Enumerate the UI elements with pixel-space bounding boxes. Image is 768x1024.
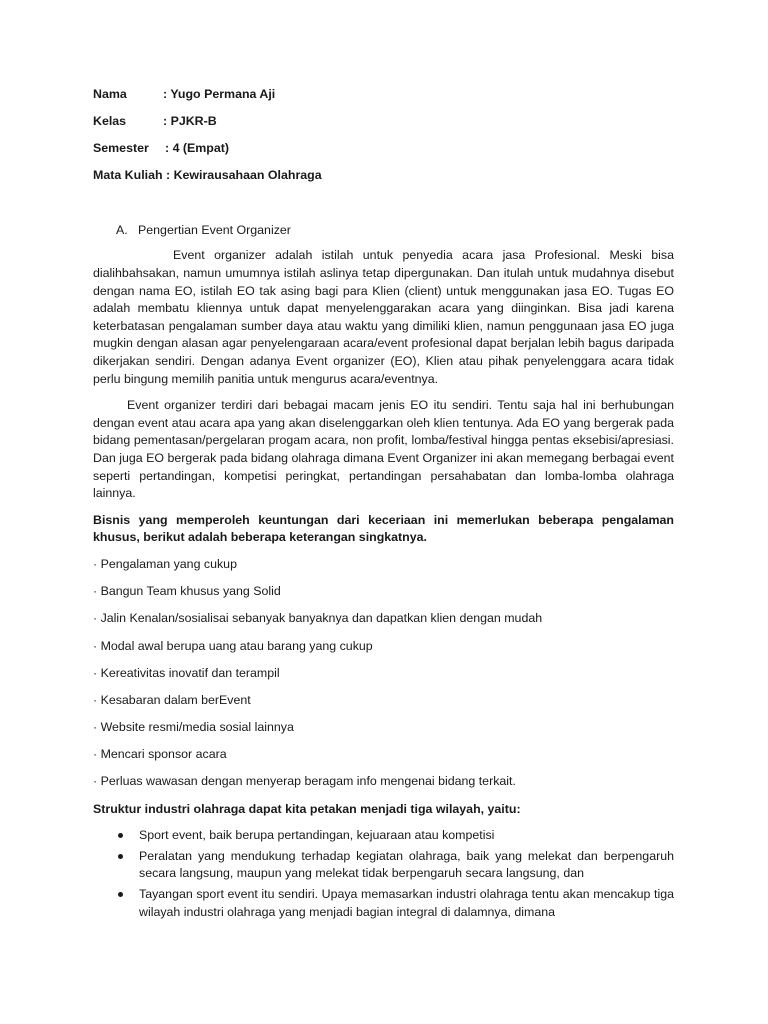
list-item: · Modal awal berupa uang atau barang yang cukup (93, 638, 373, 653)
bullet-text: Peralatan yang mendukung terhadap kegiatan olahraga, baik yang melekat dan berpengaruh secara langsung, maupun yang melekat tidak berpengaruh secara langsung, dan (139, 848, 674, 881)
bullet-icon (118, 854, 123, 859)
nama-label: Nama (93, 87, 127, 101)
bullet-item (93, 827, 674, 845)
list-item: · Website resmi/media sosial lainnya (93, 720, 294, 735)
matkul-line (93, 167, 674, 185)
bullet-item (93, 848, 674, 883)
struktur-heading: Struktur industri olahraga dapat kita petakan menjadi tiga wilayah, yaitu: (93, 801, 521, 816)
list-item: · Kesabaran dalam berEvent (93, 692, 251, 707)
section-number: A. (116, 222, 128, 237)
semester-value: : 4 (Empat) (165, 141, 230, 156)
bullet-icon (118, 892, 123, 897)
list-item: · Bangun Team khusus yang Solid (93, 584, 281, 599)
paragraph: Bisnis yang memperoleh keuntungan dari keceriaan ini memerlukan beberapa pengalaman khusus, berikut adalah beberapa keterangan singkatnya. (93, 512, 674, 545)
paragraph: Event organizer adalah istilah untuk penyedia acara jasa Profesional. Meski bisa dialihbahsakan, namun umumnya istilah aslinya tetap dipergunakan. Dan itulah untuk mudahnya disebut dengan nama EO, istilah EO tak asing bagi para Klien (client) untuk menggunakan jasa EO. Tugas EO adalah membatu kliennya untuk dapat menyelenggarakan acara yang diinginkan. Bisa jadi karena keterbatasan pengalaman sumber daya atau waktu yang dimiliki klien, namun penggunaan jasa EO juga mugkin dengan alasan agar penyelengaraan acara/event profesional dapat berjalan lebih bagus daripada dikerjakan sendiri. Dengan adanya Event organizer (EO), Klien atau pihak penyelenggara acara tidak perlu bingung memilih panitia untuk mengurus acara/eventnya. (93, 248, 674, 386)
list-item: · Perluas wawasan dengan menyerap beragam info mengenai bidang terkait. (93, 774, 516, 789)
section-heading (116, 222, 674, 240)
matkul-label: Mata Kuliah (93, 168, 163, 183)
list-item: · Pengalaman yang cukup (93, 556, 237, 571)
semester-label: Semester (93, 141, 149, 156)
list-item: · Mencari sponsor acara (93, 747, 227, 762)
list-item: · Kereativitas inovatif dan terampil (93, 665, 280, 680)
semester-line (93, 140, 674, 158)
list-item: · Jalin Kenalan/sosialisai sebanyak banyaknya dan dapatkan klien dengan mudah (93, 611, 543, 626)
bullet-icon (118, 833, 123, 838)
nama-value: : Yugo Permana Aji (163, 87, 276, 101)
document-content (93, 86, 674, 924)
kelas-line (93, 113, 674, 131)
bullet-list (93, 827, 674, 921)
bullet-text: Tayangan sport event itu sendiri. Upaya memasarkan industri olahraga tentu akan mencakup tiga wilayah industri olahraga yang menjadi bagian integral di dalamnya, dimana (139, 887, 674, 919)
kelas-value: : PJKR-B (163, 114, 217, 129)
section-title: Pengertian Event Organizer (138, 222, 291, 237)
bullet-text: Sport event, baik berupa pertandingan, kejuaraan atau kompetisi (139, 828, 495, 843)
matkul-value: : Kewirausahaan Olahraga (166, 168, 322, 183)
paragraph: Event organizer terdiri dari bebagai macam jenis EO itu sendiri. Tentu saja hal ini berhubungan dengan event atau acara apa yang akan diselenggarkan oleh klien tentunya. Ada EO yang bergerak pada bidang pementasan/pergelaran progam acara, non profit, lomba/festival hingga pentas eksebisi/apresiasi. Dan juga EO bergerak pada bidang olahraga dimana Event Organizer ini akan memegang berbagai event seperti pertandingan, kompetisi peringkat, pertandingan persahabatan dan lomba-lomba olahraga lainnya. (93, 398, 674, 501)
kelas-label: Kelas (93, 114, 127, 129)
bullet-item (93, 886, 674, 921)
nama-line (93, 86, 674, 104)
